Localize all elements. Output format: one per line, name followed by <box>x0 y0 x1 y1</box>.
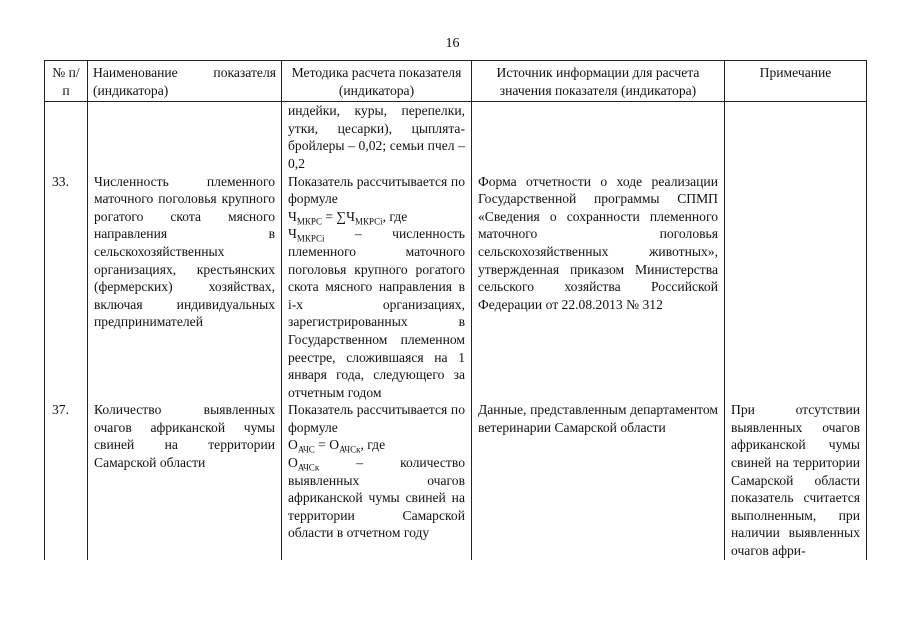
table-row <box>45 401 867 559</box>
cell-note <box>725 102 867 173</box>
information-source: Данные, представленным департаментом ветеринарии Самарской области <box>472 401 725 559</box>
cell-name <box>88 102 282 173</box>
note: При отсутствии выявленных очагов африканской чумы свиней на территории Самарской области показатель считается выполненным, при наличии выявленных очагов афри- <box>725 401 867 559</box>
continuation-row <box>45 102 867 173</box>
indicator-name: Количество выявленных очагов африканской чумы свиней на территории Самарской области <box>88 401 282 559</box>
header-num: № п/п <box>45 61 88 102</box>
row-number: 37. <box>45 401 88 559</box>
table-header-row <box>45 61 867 102</box>
formula: $О_{АЧС} = О_{АЧСк}$, где <box>288 437 386 456</box>
note <box>725 173 867 402</box>
method-intro: Показатель рассчитывается по формуле <box>288 402 465 435</box>
formula: $Ч_{МКРС} = \sum Ч_{МКРСi}$, где <box>288 208 408 227</box>
row-number: 33. <box>45 173 88 402</box>
cell-method-continued: индейки, куры, перепелки, утки, цесарки), цыплята-бройлеры – 0,02; семьи пчел – 0,2 <box>282 102 472 173</box>
page-number: 16 <box>445 36 460 51</box>
information-source: Форма отчетности о ходе реализации Государственной программы СПМП «Сведения о сохранности племенного маточного поголовья сельскохозяйственных животных», утвержденная приказом Министерства сельского хозяйства Российской Федерации от 22.08.2013 № 312 <box>472 173 725 402</box>
cell-num <box>45 102 88 173</box>
calculation-method <box>282 401 472 559</box>
method-intro: Показатель рассчитывается по формуле <box>288 173 465 207</box>
header-note: Примечание <box>725 61 867 102</box>
calculation-method <box>282 173 472 402</box>
header-method: Методика расчета показателя (индикатора) <box>282 61 472 102</box>
table-row <box>45 173 867 402</box>
cell-source <box>472 102 725 173</box>
header-source: Источник информации для расчета значения показателя (индикатора) <box>472 61 725 102</box>
formula-definition: $Ч_{МКРСi}$ – численность племенного маточного поголовья крупного рогатого скота мясного направления в i-х организациях, зарегистрированных в Государственном племенном реестре, сложившаяся на 1 января года, следующего за отчетным годом <box>288 226 465 400</box>
formula-definition: $О_{АЧСк}$ – количество выявленных очагов африканской чумы свиней на территории Самарской области в отчетном году <box>288 455 465 541</box>
indicator-name: Численность племенного маточного поголовья крупного рогатого скота мясного направления в сельскохозяйственных организациях, крестьянских (фермерских) хозяйствах, включая индивидуальных предпринимателей <box>88 173 282 402</box>
header-name: Наименование показателя (индикатора) <box>88 61 282 102</box>
indicators-table <box>44 60 867 560</box>
